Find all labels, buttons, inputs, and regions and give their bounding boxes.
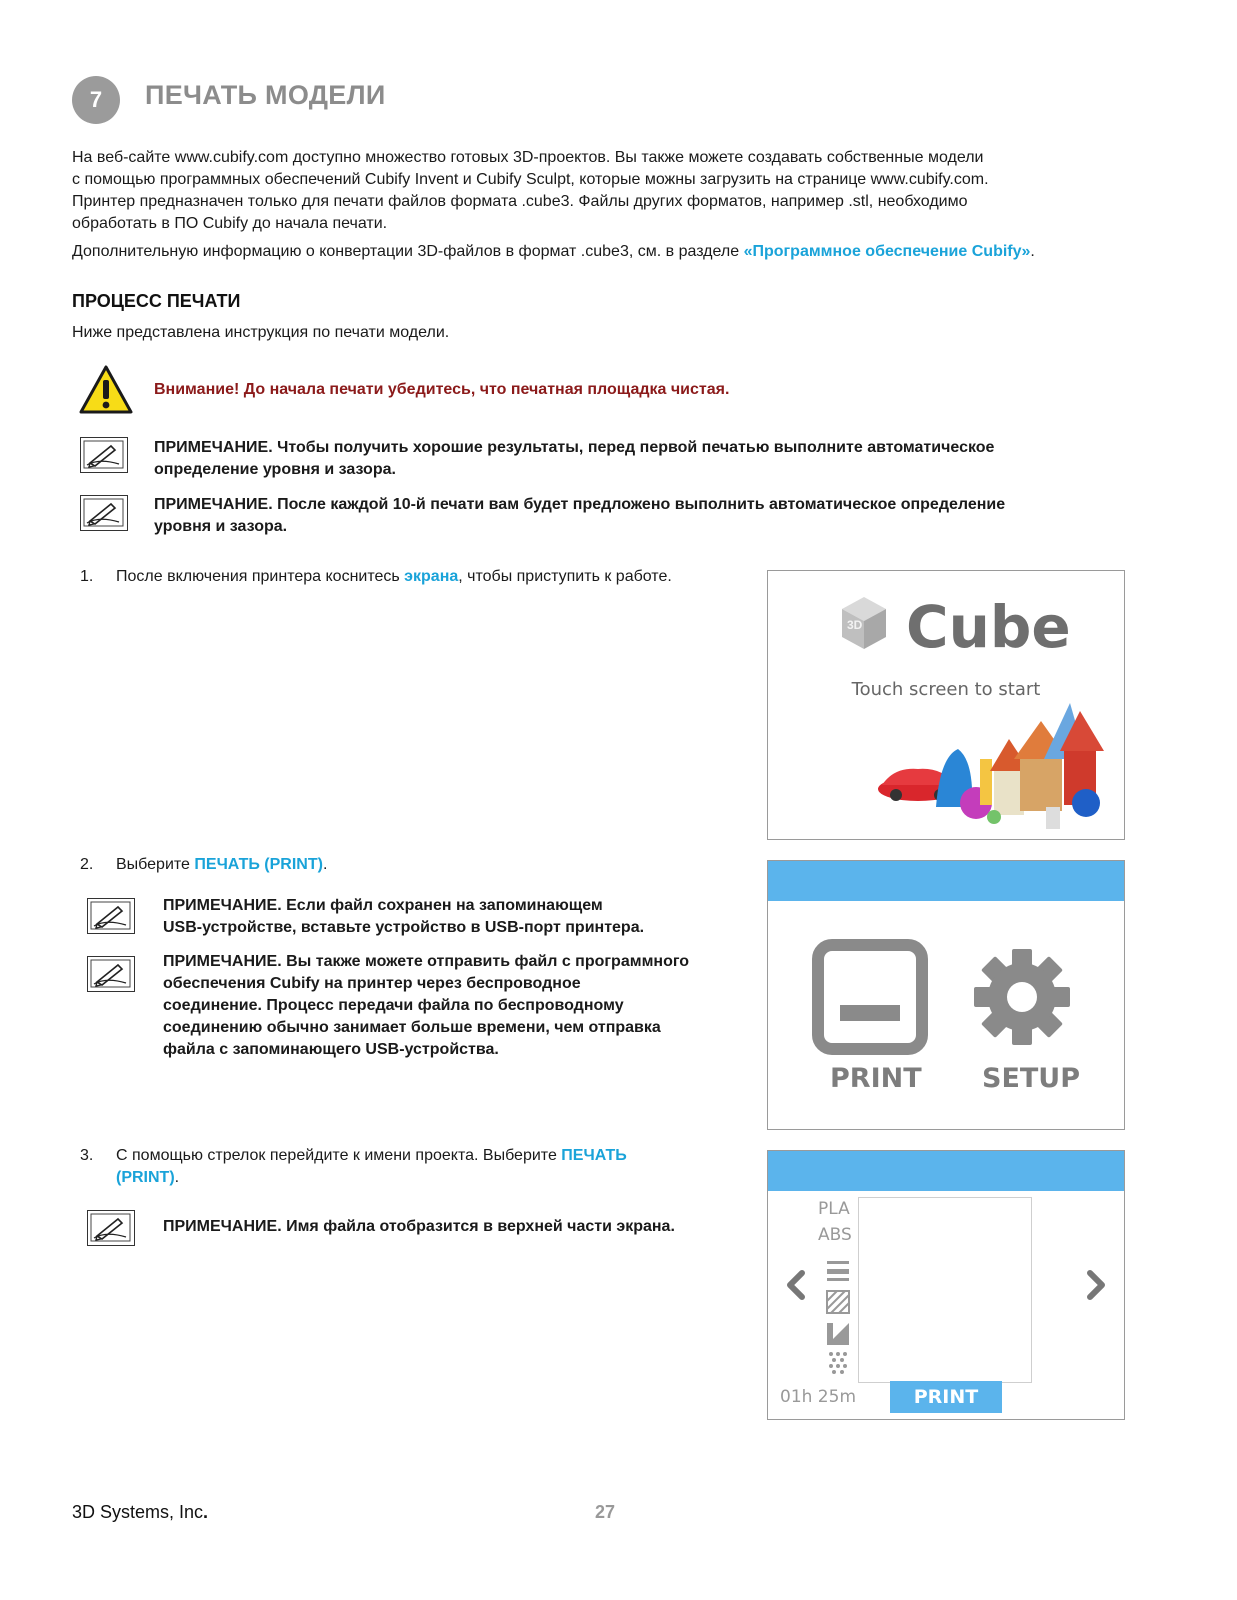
note-pen-icon xyxy=(80,437,128,473)
note-wireless xyxy=(163,951,689,1061)
print-menu-label[interactable]: PRINT xyxy=(830,1063,922,1094)
quality-lines-icon xyxy=(827,1261,849,1281)
support-icon xyxy=(827,1323,849,1345)
step-3-post: . xyxy=(174,1169,180,1186)
touch-start-screen xyxy=(767,570,1125,840)
note-line: ПРИМЕЧАНИЕ. Если файл сохранен на запоминающем xyxy=(163,897,603,914)
footer-company xyxy=(72,1502,208,1523)
note-line: ПРИМЕЧАНИЕ. Чтобы получить хорошие результаты, перед первой печатью выполните автоматическое xyxy=(154,439,995,456)
print-link[interactable]: ПЕЧАТЬ xyxy=(561,1147,627,1164)
intro-line: обработать в ПО Cubify до начала печати. xyxy=(72,215,388,232)
conversion-info-text: Дополнительную информацию о конвертации 3D-файлов в формат .cube3, см. в разделе xyxy=(72,243,744,260)
note-pen-icon xyxy=(80,495,128,531)
setup-menu-label[interactable]: SETUP xyxy=(982,1063,1081,1094)
next-arrow-icon xyxy=(1090,1273,1102,1297)
step-2-post: . xyxy=(322,856,328,873)
cube-brand: Cube xyxy=(906,593,1071,661)
section-lead: Ниже представлена инструкция по печати модели. xyxy=(72,324,450,341)
note-pen-icon xyxy=(87,1210,135,1246)
file-select-screen xyxy=(767,1150,1125,1420)
note-filename: ПРИМЕЧАНИЕ. Имя файла отобразится в верхней части экрана. xyxy=(163,1218,675,1235)
company-name: 3D Systems, Inc xyxy=(72,1502,204,1522)
intro-line: Принтер предназначен только для печати файлов формата .cube3. Файлы других форматов, например .stl, необходимо xyxy=(72,193,968,210)
step-number: 1. xyxy=(80,568,94,585)
step-2-pre: Выберите xyxy=(116,856,195,873)
screen-link[interactable]: экрана xyxy=(404,568,459,585)
step-number: 2. xyxy=(80,856,94,873)
step-1-text xyxy=(116,566,672,588)
note-line: файла с запоминающего USB-устройства. xyxy=(163,1041,499,1058)
print-time: 01h 25m xyxy=(780,1387,857,1407)
step-2-text xyxy=(116,854,327,876)
note-pen-icon xyxy=(87,956,135,992)
intro-paragraph xyxy=(72,147,989,235)
material-pla-label: PLA xyxy=(818,1199,850,1219)
intro-line: На веб-сайте www.cubify.com доступно множество готовых 3D-проектов. Вы также можете создавать собственные модели xyxy=(72,149,984,166)
printed-models-illustration xyxy=(878,703,1104,829)
warning-text: Внимание! До начала печати убедитесь, что печатная площадка чистая. xyxy=(154,381,730,398)
note-line: ПРИМЕЧАНИЕ. После каждой 10-й печати вам будет предложено выполнить автоматическое определение xyxy=(154,496,1006,513)
chapter-number-badge xyxy=(72,76,120,124)
step-1-pre: После включения принтера коснитесь xyxy=(116,568,405,585)
note-pen-icon xyxy=(87,898,135,934)
step-1-post: , чтобы приступить к работе. xyxy=(458,568,672,585)
print-icon xyxy=(818,945,922,1049)
file-select-icons xyxy=(768,1151,1124,1419)
company-dot: . xyxy=(203,1502,209,1522)
chapter-title: ПЕЧАТЬ МОДЕЛИ xyxy=(145,80,386,110)
conversion-info-end: . xyxy=(1030,243,1035,260)
section-heading: ПРОЦЕСС ПЕЧАТИ xyxy=(72,291,241,311)
print-button[interactable]: PRINT xyxy=(890,1381,1002,1413)
note-first-print xyxy=(154,437,994,481)
note-line: определение уровня и зазора. xyxy=(154,461,396,478)
pattern-icon xyxy=(829,1352,847,1374)
note-line: обеспечения Cubify на принтер через беспроводное xyxy=(163,975,581,992)
fill-hatch-icon xyxy=(827,1291,849,1313)
main-menu-icons xyxy=(768,901,1124,1129)
cubify-software-link[interactable]: «Программное обеспечение Cubify» xyxy=(743,243,1031,260)
step-3-pre: С помощью стрелок перейдите к имени проекта. Выберите xyxy=(116,1147,562,1164)
chapter-number: 7 xyxy=(89,87,103,112)
note-line: соединению обычно занимает больше времени, чем отправка xyxy=(163,1019,661,1036)
step-3-text xyxy=(116,1145,627,1189)
prev-arrow-icon xyxy=(790,1273,802,1297)
note-usb xyxy=(163,895,644,939)
setup-gear-icon xyxy=(974,949,1070,1045)
conversion-info-paragraph xyxy=(72,241,1035,263)
intro-line: с помощью программных обеспечений Cubify Invent и Cubify Sculpt, которые можны загрузить на странице www.cubify.com. xyxy=(72,171,989,188)
note-line: соединение. Процесс передачи файла по беспроводному xyxy=(163,997,624,1014)
print-link-en[interactable]: (PRINT) xyxy=(116,1169,175,1186)
print-link[interactable]: ПЕЧАТЬ (PRINT) xyxy=(194,856,323,873)
material-abs-label: ABS xyxy=(818,1225,852,1245)
screen-header-bar xyxy=(768,861,1124,901)
touch-start-illustration xyxy=(768,571,1124,839)
main-menu-screen xyxy=(767,860,1125,1130)
note-line: уровня и зазора. xyxy=(154,518,288,535)
note-every-tenth-print xyxy=(154,494,1005,538)
step-number: 3. xyxy=(80,1147,94,1164)
note-line: USB-устройстве, вставьте устройство в USB-порт принтера. xyxy=(163,919,645,936)
logo-mark: 3D xyxy=(847,618,863,632)
page-number: 27 xyxy=(595,1502,616,1522)
warning-icon xyxy=(78,364,134,416)
touch-to-start-text: Touch screen to start xyxy=(851,679,1041,700)
note-line: ПРИМЕЧАНИЕ. Вы также можете отправить файл с программного xyxy=(163,953,690,970)
